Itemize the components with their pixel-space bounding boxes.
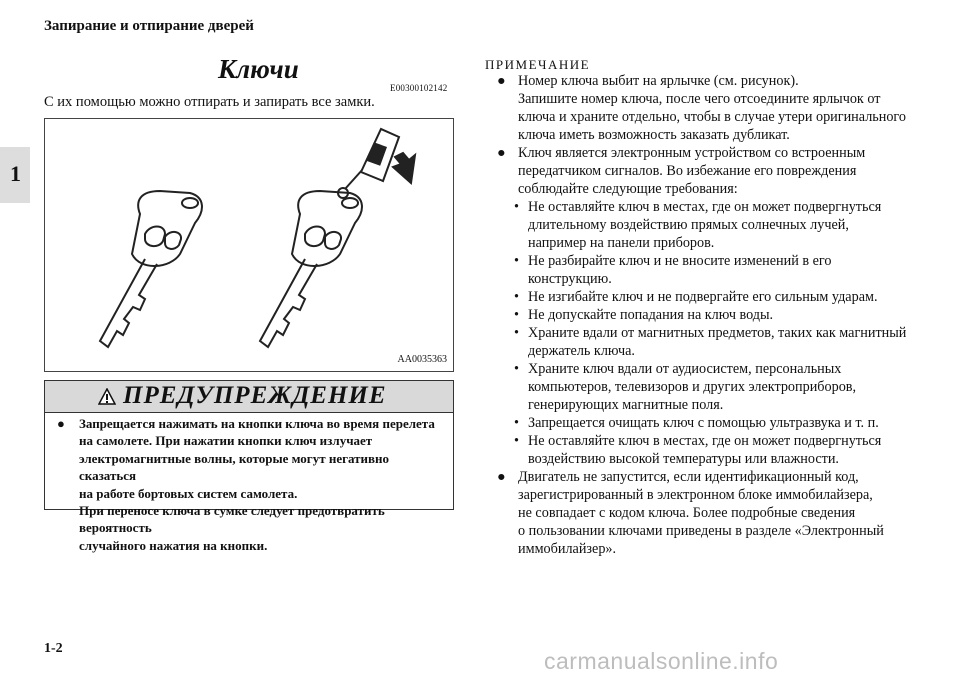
- notes-list: [497, 72, 917, 558]
- key-right-icon: [260, 129, 399, 347]
- warning-line: электромагнитные волны, которые могут негативно сказаться: [79, 450, 390, 484]
- note-line: Не оставляйте ключ в местах, где он может подвергнуться: [528, 199, 882, 215]
- note-line: Храните вдали от магнитных предметов, таких как магнитный: [528, 325, 907, 341]
- note-line: зарегистрированный в электронном блоке иммобилайзера,: [518, 487, 873, 503]
- warning-box: [44, 380, 454, 553]
- note-line: соблюдайте следующие требования:: [518, 181, 738, 197]
- note-line: конструкцию.: [528, 271, 612, 287]
- note-line: ключа и храните отдельно, чтобы в случае утери оригинального: [518, 109, 906, 125]
- chapter-tab-number: 1: [10, 161, 21, 186]
- note-subitem: [497, 414, 917, 432]
- chapter-tab: [0, 147, 30, 203]
- note-item: [497, 468, 917, 558]
- note-subitem: [497, 432, 917, 468]
- keys-illustration: [45, 119, 455, 373]
- warning-header: [45, 381, 453, 413]
- note-line: Запишите номер ключа, после чего отсоедините ярлычок от: [518, 91, 881, 107]
- subbullet-icon: •: [514, 361, 519, 377]
- note-title: ПРИМЕЧАНИЕ: [485, 57, 591, 72]
- note-subitem: [497, 360, 917, 414]
- note-subitem: [497, 288, 917, 306]
- warning-line: на работе бортовых систем самолета.: [79, 485, 298, 501]
- note-line: Номер ключа выбит на ярлычке (см. рисунок).: [518, 73, 799, 89]
- warning-title: ПРЕДУПРЕЖДЕНИЕ: [123, 382, 387, 409]
- document-code: E00300102142: [390, 83, 448, 93]
- subbullet-icon: •: [514, 433, 519, 449]
- note-line: Двигатель не запустится, если идентификационный код,: [518, 469, 859, 485]
- note-subitem: [497, 306, 917, 324]
- subbullet-icon: •: [514, 415, 519, 431]
- note-line: длительному воздействию прямых солнечных лучей,: [528, 217, 849, 233]
- note-line: Не разбирайте ключ и не вносите изменений в его: [528, 253, 832, 269]
- note-item: [497, 144, 917, 198]
- note-item: [497, 72, 917, 144]
- keys-figure: [44, 118, 454, 372]
- warning-line: Запрещается нажимать на кнопки ключа во время перелета: [79, 416, 435, 431]
- note-subitem: [497, 324, 917, 360]
- note-line: передатчиком сигналов. Во избежание его повреждения: [518, 163, 857, 179]
- warning-text: [57, 415, 447, 554]
- note-subitem: [497, 252, 917, 288]
- note-line: иммобилайзер».: [518, 541, 617, 557]
- note-line: не совпадает с кодом ключа. Более подробные сведения: [518, 505, 856, 521]
- note-line: Не оставляйте ключ в местах, где он может подвергнуться: [528, 433, 882, 449]
- note-line: ключа иметь возможность заказать дубликат.: [518, 127, 790, 143]
- warning-line: случайного нажатия на кнопки.: [79, 537, 268, 553]
- subbullet-icon: •: [514, 325, 519, 341]
- bullet-icon: ●: [57, 416, 65, 431]
- key-left-icon: [100, 191, 202, 347]
- figure-label: AA0035363: [397, 354, 447, 365]
- note-line: воздействию высокой температуры или влажности.: [528, 451, 839, 467]
- warning-triangle-icon: [98, 388, 116, 405]
- section-title: Запирание и отпирание дверей: [44, 18, 254, 34]
- warning-line: При переносе ключа в сумке следует предотвратить вероятность: [79, 503, 385, 536]
- note-line: Запрещается очищать ключ с помощью ультразвука и т. п.: [528, 415, 879, 431]
- subbullet-icon: •: [514, 199, 519, 215]
- warning-line: на самолете. При нажатии кнопки ключ излучает: [79, 433, 373, 449]
- note-line: генерирующих магнитные поля.: [528, 397, 724, 413]
- subbullet-icon: •: [514, 253, 519, 269]
- page-title: Ключи: [218, 54, 299, 84]
- note-line: держатель ключа.: [528, 343, 635, 359]
- arrow-icon: [393, 153, 415, 183]
- note-line: Не изгибайте ключ и не подвергайте его сильным ударам.: [528, 289, 878, 305]
- intro-text: С их помощью можно отпирать и запирать все замки.: [44, 94, 375, 110]
- note-line: Храните ключ вдали от аудиосистем, персональных: [528, 361, 842, 377]
- subbullet-icon: •: [514, 307, 519, 323]
- note-subitem: [497, 198, 917, 252]
- bullet-icon: ●: [497, 145, 506, 161]
- note-line: Ключ является электронным устройством со встроенным: [518, 145, 866, 161]
- note-line: например на панели приборов.: [528, 235, 715, 251]
- note-line: компьютеров, телевизоров и других электроприборов,: [528, 379, 857, 395]
- subbullet-icon: •: [514, 289, 519, 305]
- watermark-link[interactable]: carmanualsonline.info: [544, 648, 779, 674]
- note-line: Не допускайте попадания на ключ воды.: [528, 307, 774, 323]
- bullet-icon: ●: [497, 73, 506, 89]
- note-line: о пользовании ключами приведены в разделе «Электронный: [518, 523, 884, 539]
- warning-item: [57, 415, 447, 554]
- page-number: 1-2: [44, 641, 63, 656]
- bullet-icon: ●: [497, 469, 506, 485]
